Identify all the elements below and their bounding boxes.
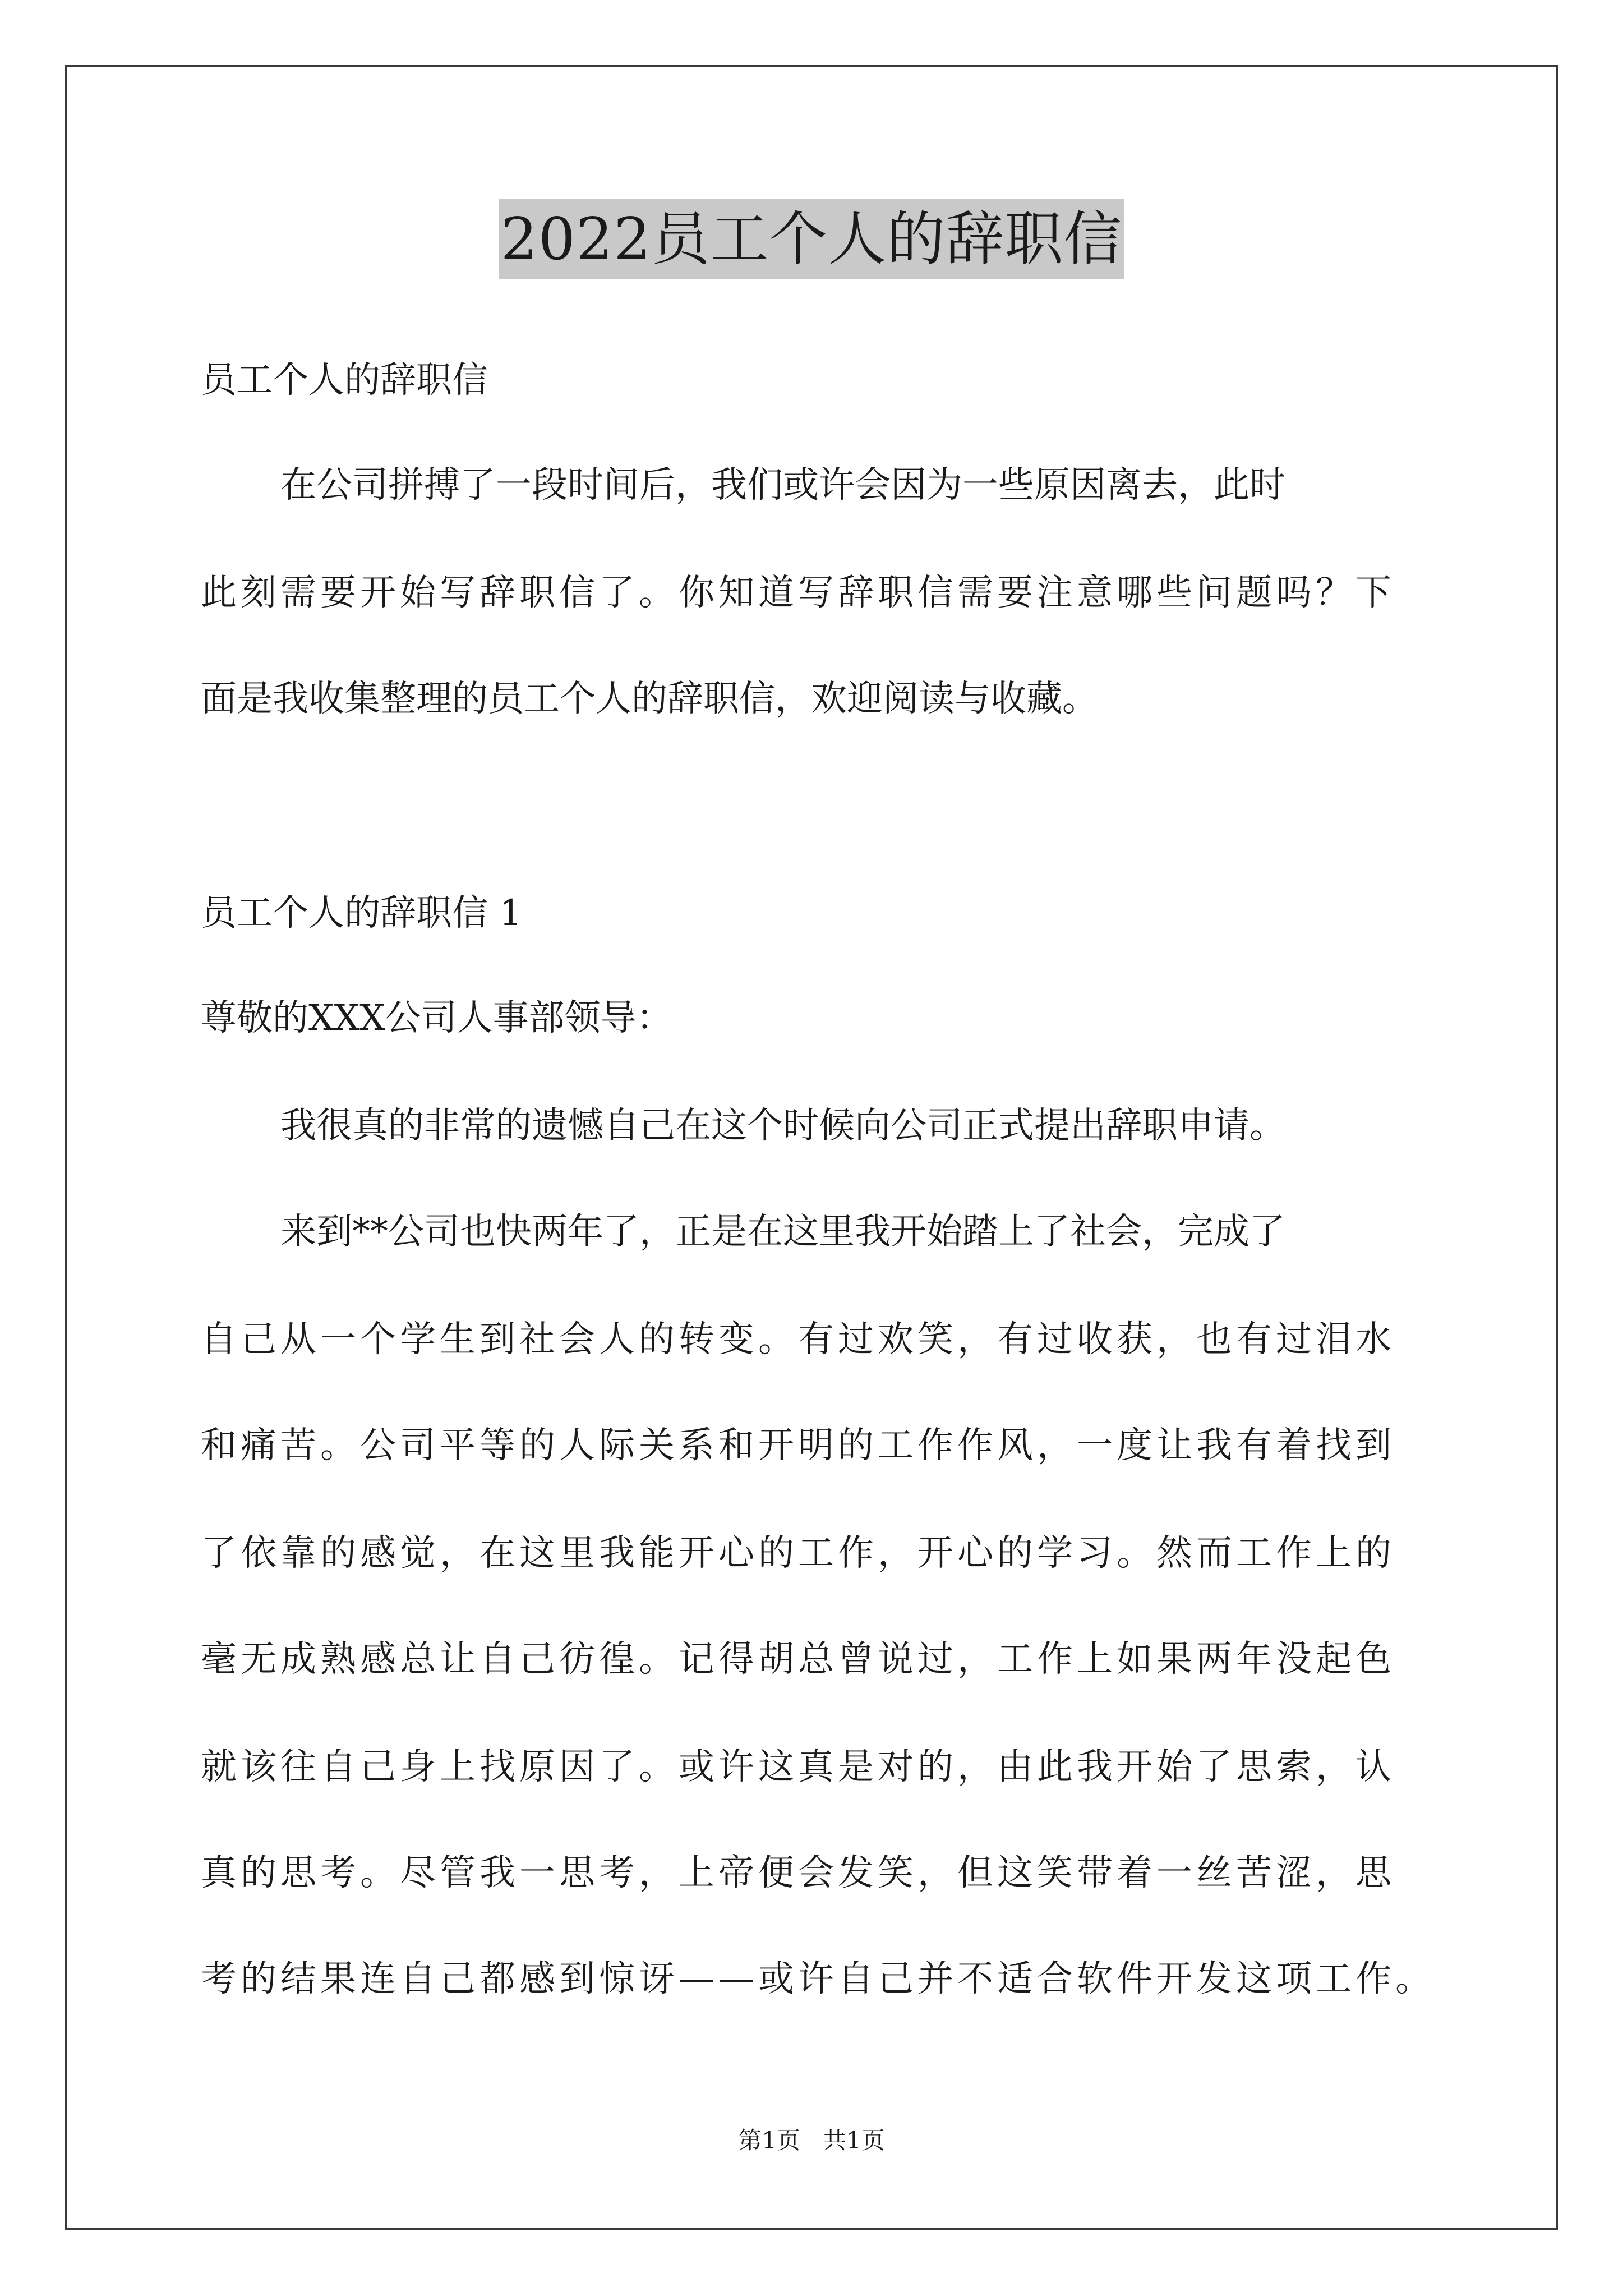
subtitle: 员工个人的辞职信 xyxy=(201,360,488,401)
document-title: 2022员工个人的辞职信 xyxy=(499,199,1125,279)
paragraph-2-line-7: 真的思考。尽管我一思考，上帝便会发笑，但这笑带着一丝苦涩，思 xyxy=(201,1852,1395,1894)
page-footer: 第1页 共1页 xyxy=(738,2127,885,2154)
letter-heading: 员工个人的辞职信 1 xyxy=(201,892,523,934)
salutation: 尊敬的XXX公司人事部领导： xyxy=(201,997,672,1039)
intro-line-1: 在公司拼搏了一段时间后，我们或许会因为一些原因离去，此时 xyxy=(280,464,1285,506)
title-container xyxy=(0,199,1623,279)
paragraph-2-line-2: 自己从一个学生到社会人的转变。有过欢笑，有过收获，也有过泪水 xyxy=(201,1319,1395,1360)
paragraph-2-line-1: 来到**公司也快两年了，正是在这里我开始踏上了社会，完成了 xyxy=(280,1211,1285,1253)
paragraph-2-line-4: 了依靠的感觉，在这里我能开心的工作，开心的学习。然而工作上的 xyxy=(201,1533,1395,1574)
paragraph-2-line-3: 和痛苦。公司平等的人际关系和开明的工作作风，一度让我有着找到 xyxy=(201,1425,1395,1466)
intro-line-3: 面是我收集整理的员工个人的辞职信，欢迎阅读与收藏。 xyxy=(201,678,1098,720)
paragraph-1: 我很真的非常的遗憾自己在这个时候向公司正式提出辞职申请。 xyxy=(280,1105,1285,1147)
intro-line-2: 此刻需要开始写辞职信了。你知道写辞职信需要注意哪些问题吗？下 xyxy=(201,572,1395,614)
paragraph-2-line-6: 就该往自己身上找原因了。或许这真是对的，由此我开始了思索，认 xyxy=(201,1746,1395,1788)
paragraph-2-line-8: 考的结果连自己都感到惊讶——或许自己并不适合软件开发这项工作。 xyxy=(201,1958,1435,2000)
paragraph-2-line-5: 毫无成熟感总让自己彷徨。记得胡总曾说过，工作上如果两年没起色 xyxy=(201,1639,1395,1680)
